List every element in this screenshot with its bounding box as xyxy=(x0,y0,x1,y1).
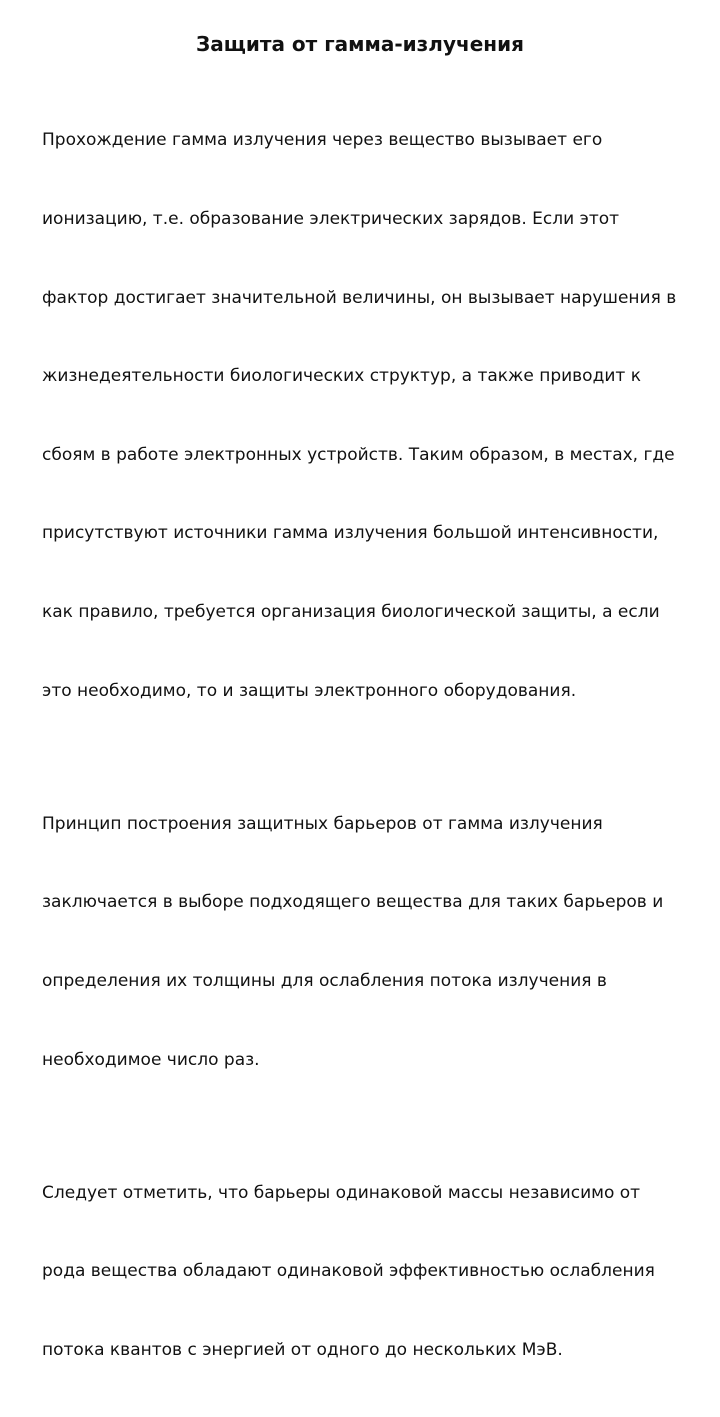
text-line: сбоям в работе электронных устройств. Таким образом, в местах, где xyxy=(42,444,675,465)
text-line: необходимое число раз. xyxy=(42,1049,260,1070)
text-line: Прохождение гамма излучения через вещество вызывает его xyxy=(42,130,603,151)
slide-title: Защита от гамма-излучения xyxy=(196,32,524,56)
text-line: определения их толщины для ослабления потока излучения в xyxy=(42,970,607,991)
paragraph-barrier-principle xyxy=(42,758,682,1125)
text-line: потока квантов с энергией от одного до нескольких МэВ. xyxy=(42,1339,563,1360)
text-line: присутствуют источники гамма излучения большой интенсивности, xyxy=(42,523,659,544)
text-line: Принцип построения защитных барьеров от гамма излучения xyxy=(42,813,603,834)
text-line: Следует отметить, что барьеры одинаковой массы независимо от xyxy=(42,1182,641,1203)
text-line: рода вещества обладают одинаковой эффективностью ослабления xyxy=(42,1261,655,1282)
text-line: жизнедеятельности биологических структур, а также приводит к xyxy=(42,366,641,387)
paragraph-ionization xyxy=(42,75,682,756)
paragraph-equal-mass-barriers xyxy=(42,1127,682,1415)
text-line: это необходимо, то и защиты электронного оборудования. xyxy=(42,680,577,701)
slide-body xyxy=(42,75,682,1417)
text-line: ионизацию, т.е. образование электрических зарядов. Если этот xyxy=(42,209,620,230)
text-line: заключается в выборе подходящего вещества для таких барьеров и xyxy=(42,892,664,913)
text-line: фактор достигает значительной величины, он вызывает нарушения в xyxy=(42,287,677,308)
text-line: как правило, требуется организация биологической защиты, а если xyxy=(42,602,660,623)
